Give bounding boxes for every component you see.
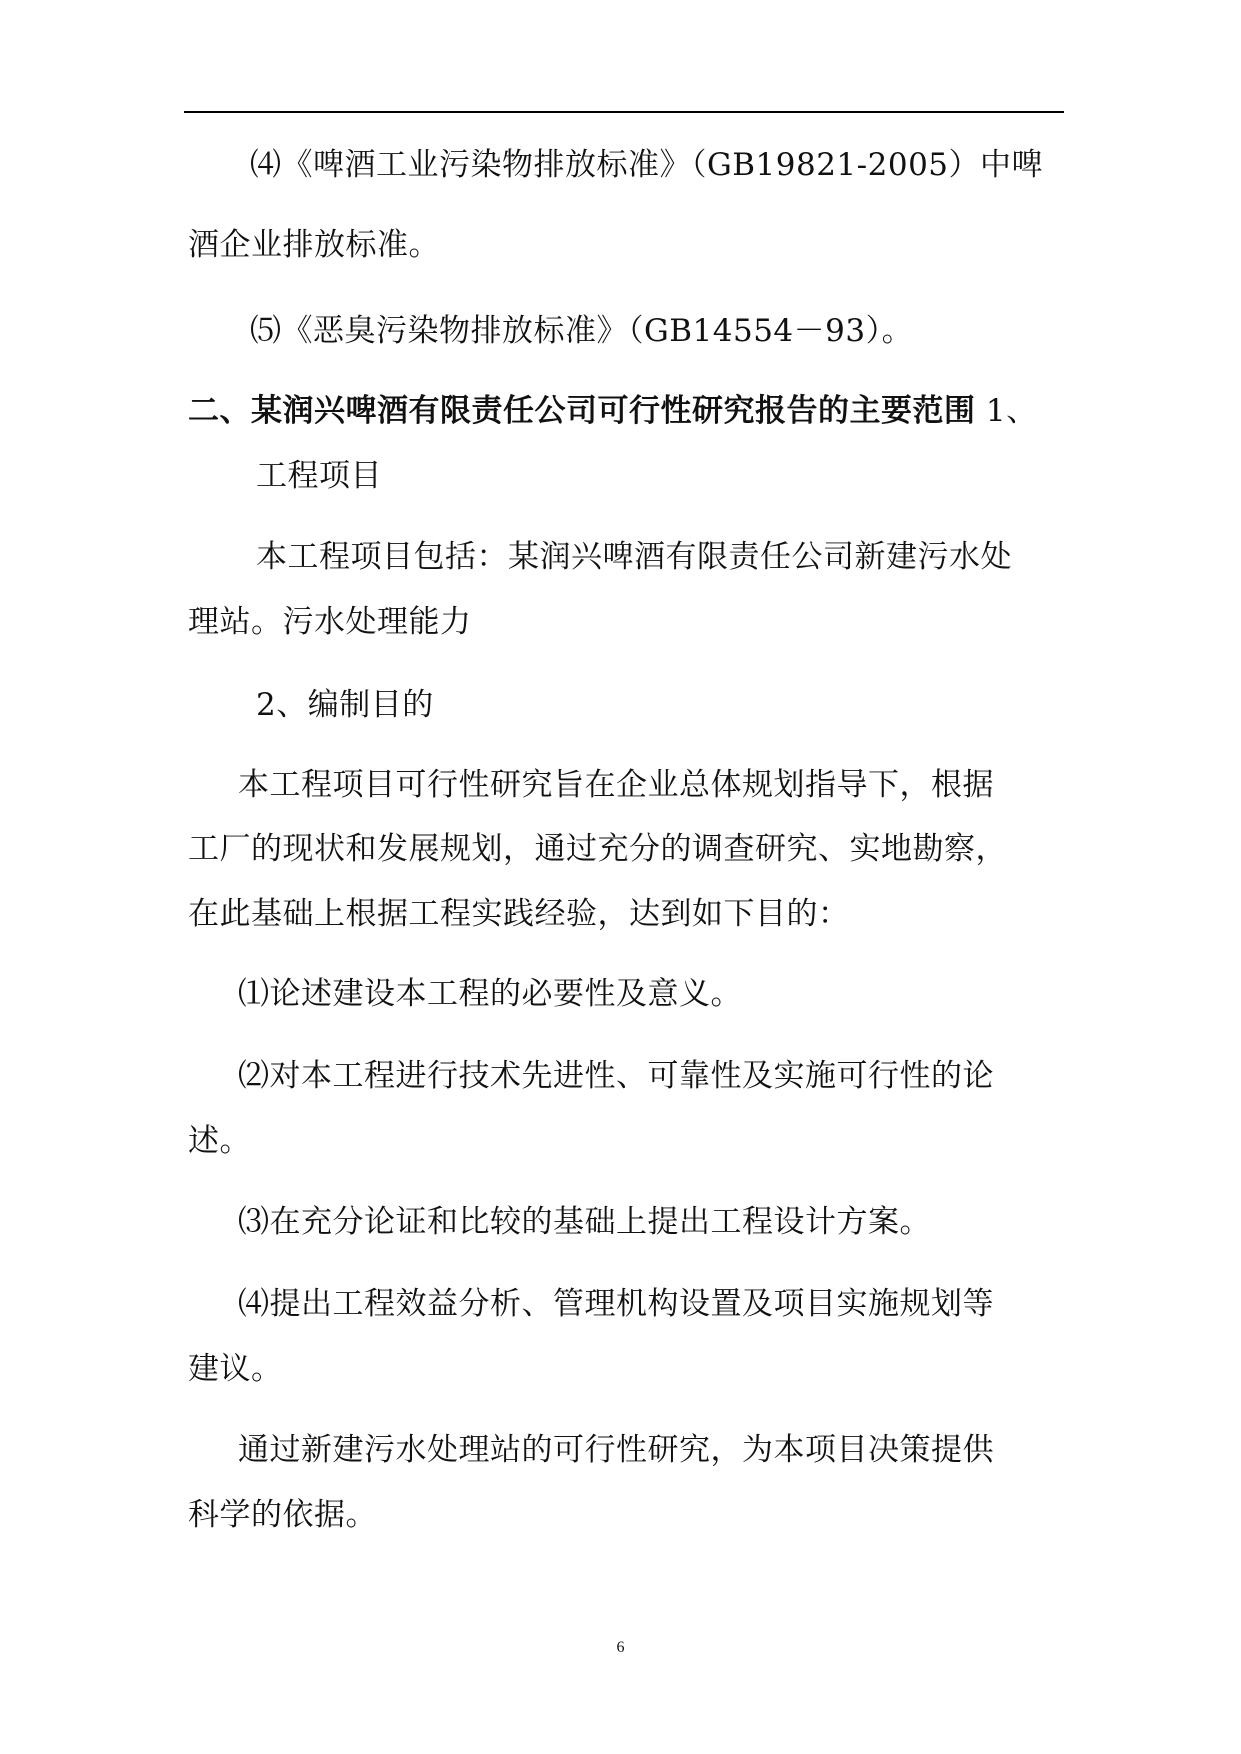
text-line: ⑶在充分论证和比较的基础上提出工程设计方案。 — [238, 1204, 931, 1240]
section-heading-bold: 二、某润兴啤酒有限责任公司可行性研究报告的主要范围 — [188, 393, 976, 429]
text-line: 本工程项目包括：某润兴啤酒有限责任公司新建污水处 — [256, 539, 1012, 575]
text-line: 科学的依据。 — [188, 1497, 377, 1533]
text-line: 2、编制目的 — [256, 687, 434, 723]
text-line: 在此基础上根据工程实践经验，达到如下目的： — [188, 896, 850, 932]
text-line: 本工程项目可行性研究旨在企业总体规划指导下，根据 — [238, 767, 994, 803]
text-line: 工程项目 — [256, 458, 382, 494]
text-line: 通过新建污水处理站的可行性研究，为本项目决策提供 — [238, 1432, 994, 1468]
text-line: ⑴论述建设本工程的必要性及意义。 — [238, 976, 742, 1012]
header-rule — [184, 111, 1064, 113]
text-line: ⑷提出工程效益分析、管理机构设置及项目实施规划等 — [238, 1286, 994, 1322]
page-number: 6 — [616, 1639, 625, 1656]
text-line: ⑵对本工程进行技术先进性、可靠性及实施可行性的论 — [238, 1058, 994, 1094]
text-line: 酒企业排放标准。 — [188, 227, 440, 263]
section-heading-tail: 1、 — [975, 393, 1038, 429]
text-line: 工厂的现状和发展规划，通过充分的调查研究、实地勘察， — [188, 831, 1007, 867]
text-line: 建议。 — [188, 1351, 283, 1387]
section-heading — [188, 391, 1038, 431]
text-line: 述。 — [188, 1123, 251, 1159]
text-line: ⑸《恶臭污染物排放标准》（GB14554－93）。 — [250, 313, 914, 349]
text-line: ⑷《啤酒工业污染物排放标准》（GB19821-2005）中啤 — [250, 147, 1044, 183]
text-line: 理站。污水处理能力 — [188, 604, 472, 640]
